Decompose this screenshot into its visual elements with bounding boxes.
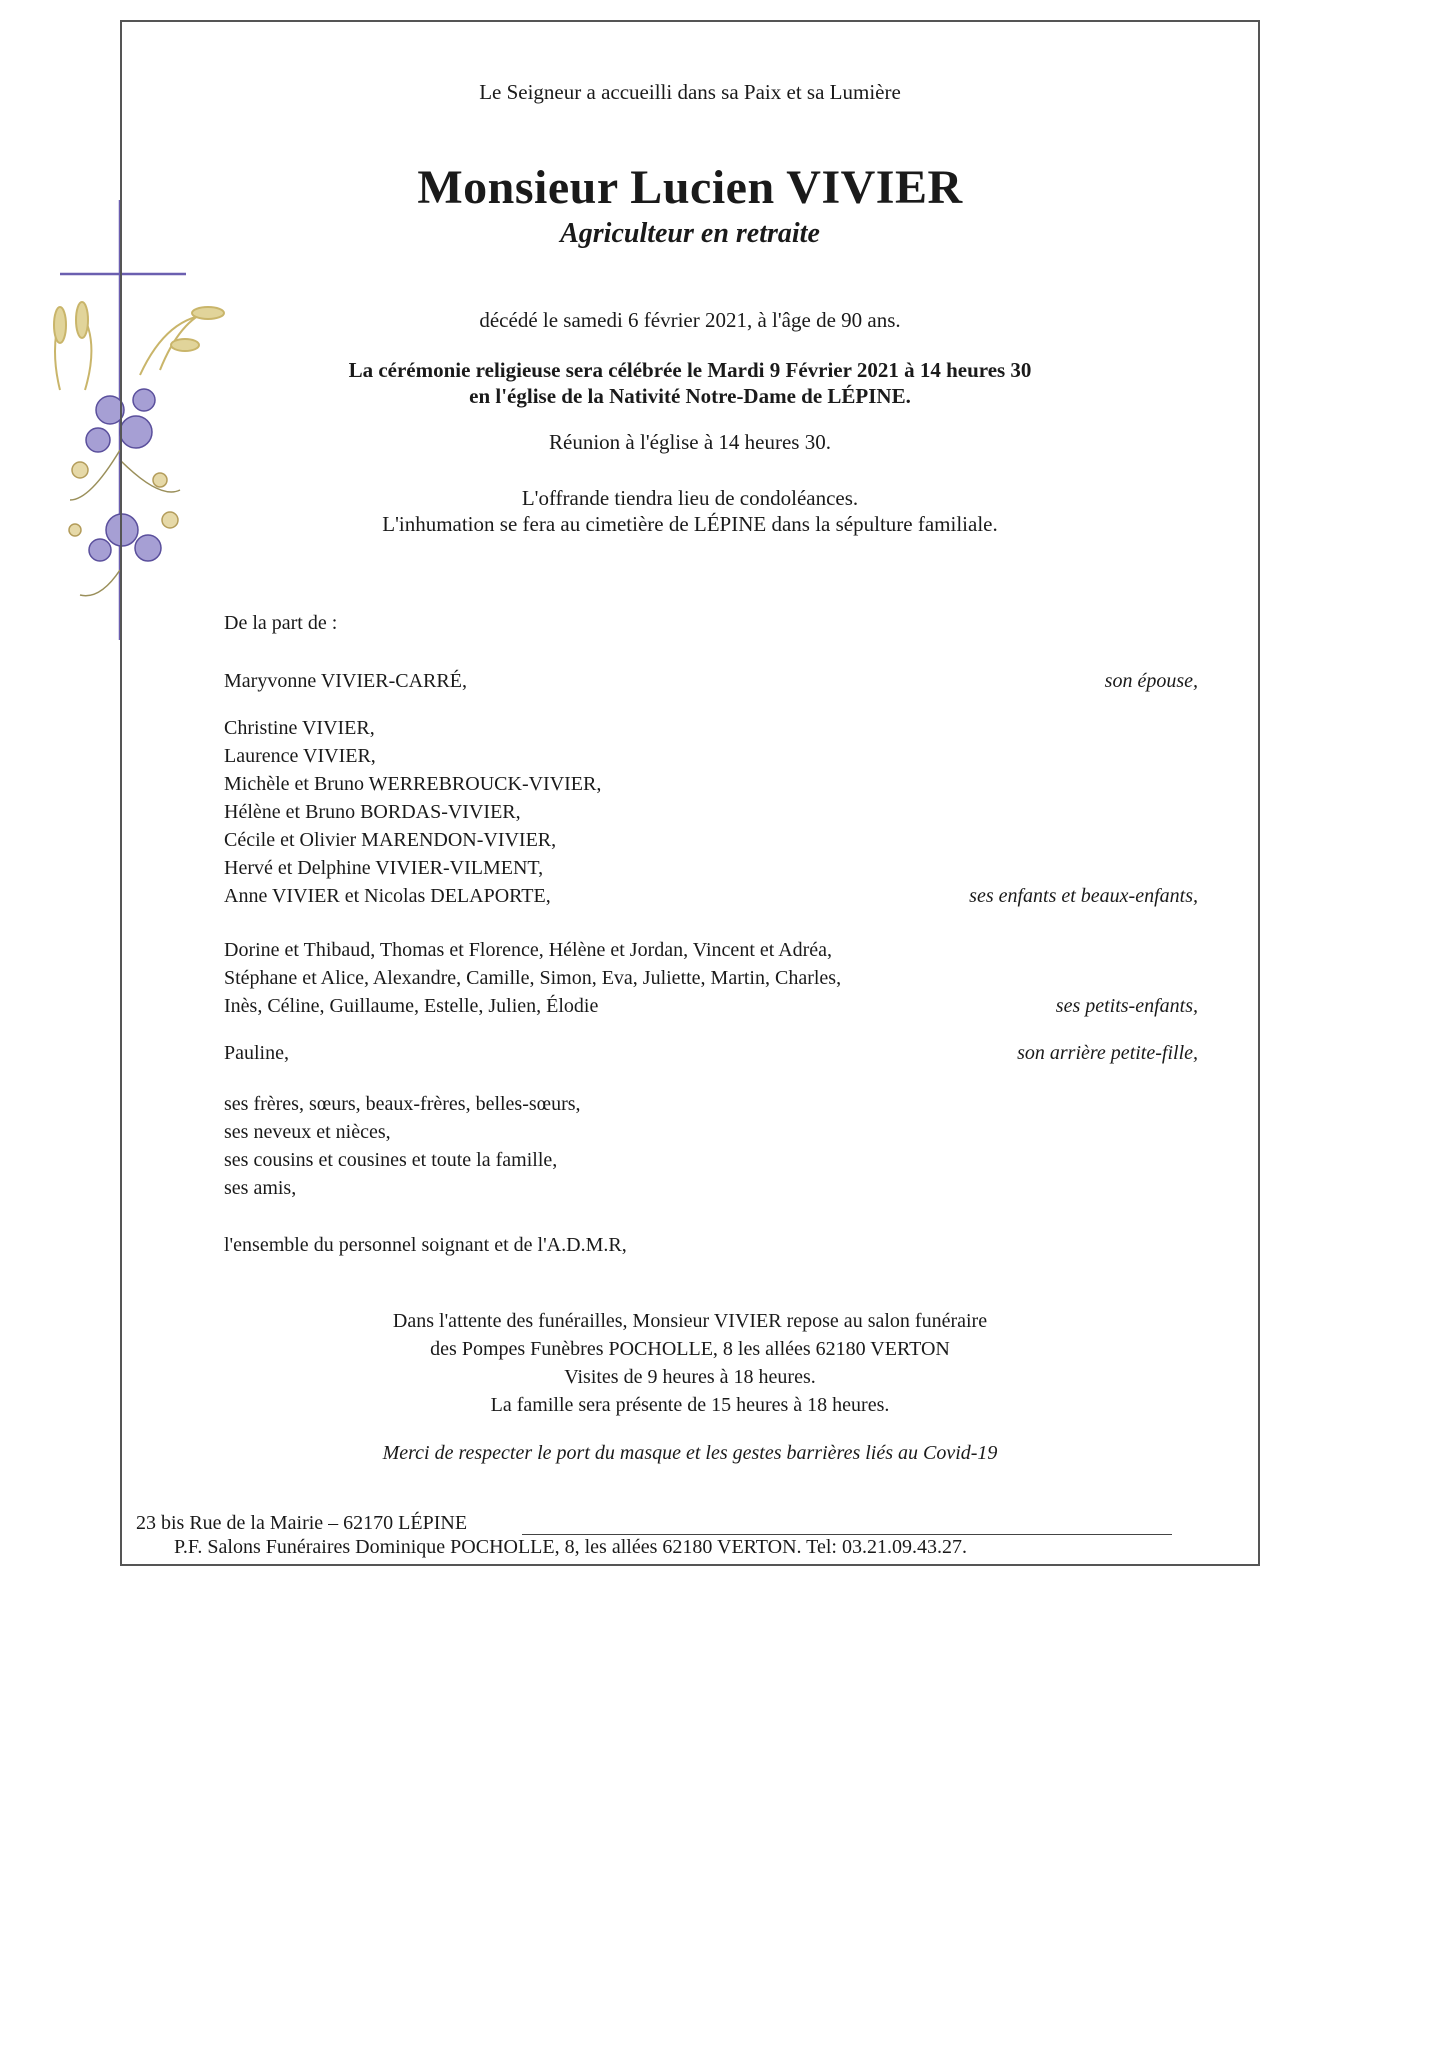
ceremony-line-2: en l'église de la Nativité Notre-Dame de LÉPINE. [469,384,911,408]
spouse-name: Maryvonne VIVIER-CARRÉ, [224,670,467,692]
children-list [224,714,1198,910]
grandchildren-list [224,936,1198,1020]
list-item [224,882,1198,910]
list-item: Dorine et Thibaud, Thomas et Florence, Hélène et Jordan, Vincent et Adréa, [224,939,833,961]
great-grandchild-role: son arrière petite-fille, [1017,1042,1198,1064]
meeting-time: Réunion à l'église à 14 heures 30. [549,430,831,454]
list-item: Christine VIVIER, [224,717,375,739]
funeral-home-info: P.F. Salons Funéraires Dominique POCHOLLE, 8, les allées 62180 VERTON. Tel: 03.21.09.43.27. [174,1536,967,1558]
list-item: Stéphane et Alice, Alexandre, Camille, Simon, Eva, Juliette, Martin, Charles, [224,967,842,989]
list-item: ses amis, [224,1177,297,1199]
burial-text: L'inhumation se fera au cimetière de LÉPINE dans la sépulture familiale. [382,512,998,536]
other-relatives-list [224,1090,581,1202]
list-item: Hélène et Bruno BORDAS-VIVIER, [224,801,521,823]
notice-frame [120,20,1260,1566]
visitation-line-3: Visites de 9 heures à 18 heures. [564,1366,816,1388]
visitation-line-2: des Pompes Funèbres POCHOLLE, 8 les allées 62180 VERTON [430,1338,950,1360]
list-item: Michèle et Bruno WERREBROUCK-VIVIER, [224,773,602,795]
death-date: décédé le samedi 6 février 2021, à l'âge de 90 ans. [479,308,901,332]
covid-notice: Merci de respecter le port du masque et les gestes barrières liés au Covid-19 [382,1442,998,1464]
list-item: Laurence VIVIER, [224,745,376,767]
offering-text: L'offrande tiendra lieu de condoléances. [521,486,859,510]
visitation-line-1: Dans l'attente des funérailles, Monsieur VIVIER repose au salon funéraire [392,1310,988,1332]
list-item: ses neveux et nièces, [224,1121,391,1143]
list-item [224,992,1198,1020]
ceremony-line-1: La cérémonie religieuse sera célébrée le Mardi 9 Février 2021 à 14 heures 30 [348,358,1032,382]
children-role: ses enfants et beaux-enfants, [969,885,1198,907]
list-item: ses cousins et cousines et toute la famille, [224,1149,558,1171]
deceased-occupation: Agriculteur en retraite [560,218,820,249]
list-item: Cécile et Olivier MARENDON-VIVIER, [224,829,557,851]
great-grandchild-row [224,1042,1198,1070]
spouse-row [224,670,1198,698]
child-entry: Anne VIVIER et Nicolas DELAPORTE, [224,885,551,907]
intro-text: Le Seigneur a accueilli dans sa Paix et sa Lumière [479,80,901,104]
staff-text: l'ensemble du personnel soignant et de l'A.D.M.R, [224,1234,627,1256]
family-intro: De la part de : [224,612,338,634]
grandchildren-role: ses petits-enfants, [1055,995,1198,1017]
footer-divider [522,1534,1172,1535]
deceased-name: Monsieur Lucien VIVIER [417,161,963,214]
grandchild-entry: Inès, Céline, Guillaume, Estelle, Julien, Élodie [224,995,599,1017]
visitation-line-4: La famille sera présente de 15 heures à 18 heures. [490,1394,890,1416]
spouse-role: son épouse, [1104,670,1198,692]
family-address: 23 bis Rue de la Mairie – 62170 LÉPINE [136,1512,468,1534]
list-item: ses frères, sœurs, beaux-frères, belles-sœurs, [224,1093,581,1115]
great-grandchild-name: Pauline, [224,1042,289,1064]
list-item: Hervé et Delphine VIVIER-VILMENT, [224,857,544,879]
